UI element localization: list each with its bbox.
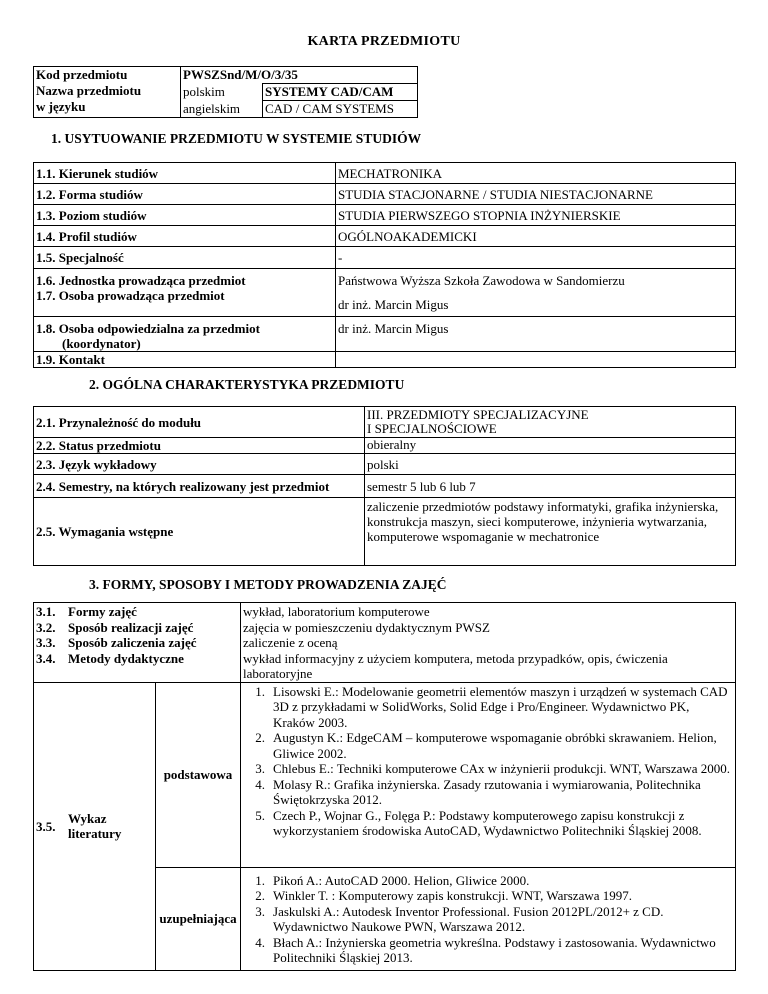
extra-item: 2. Winkler T. : Komputerowy zapis konstrukcji. WNT, Warszawa 1997. [255, 888, 632, 903]
s3-labels [34, 603, 241, 683]
s1-label-8 [34, 317, 336, 352]
s1-value-9 [336, 352, 736, 368]
basic-item: 5. Czech P., Wojnar G., Folęga P.: Podstawy komputerowego zapisu konstrukcji z wykorzystaniem środowiska AutoCAD, Wydawnictwo Politechniki Śląskiej 2008. [255, 807, 702, 838]
section1-table [33, 162, 736, 368]
s2-label-1: 2.1. Przynależność do modułu [34, 407, 365, 438]
extra-item: 3. Jaskulski A.: Autodesk Inventor Professional. Fusion 2012PL/2012+ z CD. Wydawnictwo Naukowe PWN, Warszawa 2012. [255, 903, 664, 934]
s1-label-1: 1.1. Kierunek studiów [34, 163, 336, 184]
s2-value-5: zaliczenie przedmiotów podstawy informatyki, grafika inżynierska, konstrukcja maszyn, sieci komputerowe, inżynieria wytwarzania, komputerowe wspomaganie w mechatronice [365, 498, 736, 566]
s1-label-8-line1: 1.8. Osoba odpowiedzialna za przedmiot [36, 321, 260, 336]
s2-value-1-line2: I SPECJALNOŚCIOWE [367, 422, 497, 435]
section1-heading: 1. USYTUOWANIE PRZEDMIOTU W SYSTEMIE STUDIÓW [51, 131, 422, 146]
s1-value-2: STUDIA STACJONARNE / STUDIA NIESTACJONARNE [336, 184, 736, 205]
s1-label-9: 1.9. Kontakt [34, 352, 336, 368]
s3-row-2-value: zajęcia w pomieszczeniu dydaktycznym PWSZ [243, 619, 490, 635]
section3-heading: 3. FORMY, SPOSOBY I METODY PROWADZENIA ZAJĘĆ [89, 577, 447, 592]
header-labels [34, 67, 181, 118]
header-table [33, 66, 418, 118]
s1-label-8-line2: (koordynator) [62, 336, 141, 351]
s3-row-2-label: 3.2. Sposób realizacji zajęć [36, 619, 194, 635]
nazwa-label-1: Nazwa przedmiotu [36, 83, 142, 98]
section3-table [33, 602, 736, 971]
lit-basic-list [241, 682, 736, 867]
section2-heading: 2. OGÓLNA CHARAKTERYSTYKA PRZEDMIOTU [89, 377, 405, 392]
lit-label-2: literatury [68, 826, 122, 841]
s1-value-6-7 [336, 269, 736, 317]
s3-row-4-value: wykład informacyjny z użyciem komputera, metoda przypadków, opis, ćwiczenia laboratoryjne [243, 650, 668, 681]
s1-value-7: dr inż. Marcin Migus [338, 297, 449, 312]
s3-row-1-value: wykład, laboratorium komputerowe [243, 604, 430, 619]
s1-value-1: MECHATRONIKA [336, 163, 736, 184]
s1-label-7: 1.7. Osoba prowadząca przedmiot [36, 288, 225, 303]
s3-row-4-label: 3.4. Metody dydaktyczne [36, 650, 184, 666]
basic-item: 1. Lisowski E.: Modelowanie geometrii elementów maszyn i urządzeń w systemach CAD 3D z przykładami w SolidWorks, Solid Edge i Pro/Engineer. Wydawnictwo PK, Kraków 2003. [255, 683, 728, 730]
s1-value-3: STUDIA PIERWSZEGO STOPNIA INŻYNIERSKIE [336, 205, 736, 226]
s3-row-3-value: zaliczenie z oceną [243, 635, 338, 650]
s1-label-2: 1.2. Forma studiów [34, 184, 336, 205]
s1-label-3: 1.3. Poziom studiów [34, 205, 336, 226]
kod-value: PWSZSnd/M/O/3/35 [181, 67, 418, 84]
page-title: KARTA PRZEDMIOTU [307, 34, 461, 49]
s3-row-3-label: 3.3. Sposób zaliczenia zajęć [36, 635, 197, 650]
s2-value-1-line1: III. PRZEDMIOTY SPECJALIZACYJNE [367, 407, 589, 422]
s1-value-4: OGÓLNOAKADEMICKI [336, 226, 736, 247]
s2-label-2: 2.2. Status przedmiotu [34, 438, 365, 454]
s1-label-5: 1.5. Specjalność [34, 247, 336, 269]
s2-value-3: polski [365, 454, 736, 475]
s2-value-1 [365, 407, 736, 438]
pl-lang: polskim [181, 84, 263, 101]
extra-item: 1. Pikoń A.: AutoCAD 2000. Helion, Gliwice 2000. [255, 872, 530, 888]
lit-extra-list [241, 867, 736, 970]
s1-label-6: 1.6. Jednostka prowadząca przedmiot [36, 273, 246, 288]
lit-label-1: Wykaz [68, 811, 107, 826]
s1-value-6: Państwowa Wyższa Szkoła Zawodowa w Sandomierzu [338, 273, 625, 288]
s2-label-4: 2.4. Semestry, na których realizowany jest przedmiot [34, 475, 365, 498]
s1-label-6-7 [34, 269, 336, 317]
s1-value-8: dr inż. Marcin Migus [336, 317, 736, 352]
extra-item: 4. Błach A.: Inżynierska geometria wykreślna. Podstawy i zastosowania. Wydawnictwo Politechniki Śląskiej 2013. [255, 934, 716, 965]
s2-value-4: semestr 5 lub 6 lub 7 [365, 475, 736, 498]
basic-item: 4. Molasy R.: Grafika inżynierska. Zasady rzutowania i wymiarowania, Politechnika Świętokrzyska 2012. [255, 776, 701, 807]
s2-label-5: 2.5. Wymagania wstępne [34, 498, 365, 566]
s2-value-2: obieralny [365, 438, 736, 454]
en-name: CAD / CAM SYSTEMS [263, 101, 418, 118]
basic-item: 2. Augustyn K.: EdgeCAM – komputerowe wspomaganie obróbki skrawaniem. Helion, Gliwice 2002. [255, 730, 717, 761]
s3-values [241, 603, 736, 683]
kod-label: Kod przedmiotu [36, 67, 128, 82]
lit-basic-label: podstawowa [156, 682, 241, 867]
lit-extra-label: uzupełniająca [156, 867, 241, 970]
section2-table [33, 406, 736, 566]
basic-item: 3. Chlebus E.: Techniki komputerowe CAx w inżynierii produkcji. WNT, Warszawa 2000. [255, 761, 731, 776]
pl-name: SYSTEMY CAD/CAM [263, 84, 418, 101]
nazwa-label-2: w języku [36, 99, 86, 114]
s1-value-5: - [336, 247, 736, 269]
s2-label-3: 2.3. Język wykładowy [34, 454, 365, 475]
s1-label-4: 1.4. Profil studiów [34, 226, 336, 247]
en-lang: angielskim [181, 101, 263, 118]
lit-label: 3.5. Wykaz literatury [34, 682, 156, 970]
s3-row-1-label: 3.1. Formy zajęć [36, 604, 137, 619]
